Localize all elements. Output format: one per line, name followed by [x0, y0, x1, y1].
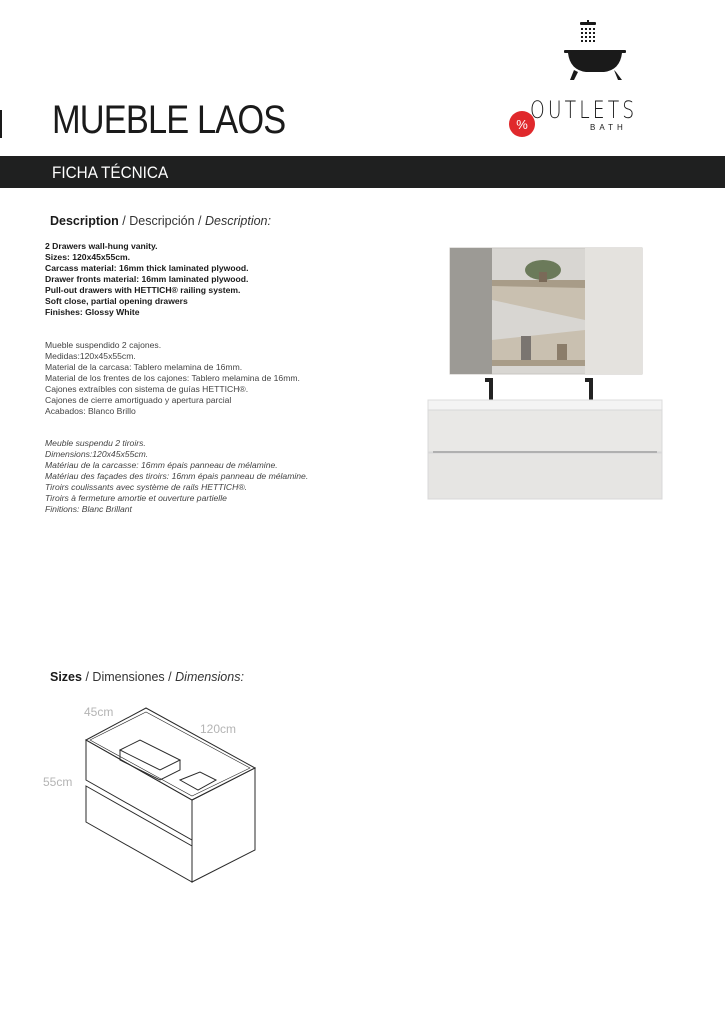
description-heading-bold: Description: [50, 214, 119, 228]
desc-line: Soft close, partial opening drawers: [45, 296, 188, 306]
logo-subtext: BATH: [590, 123, 627, 132]
desc-line: 2 Drawers wall-hung vanity.: [45, 241, 158, 251]
percent-badge-text: %: [516, 117, 528, 132]
desc-line: Dimensions:120x45x55cm.: [45, 449, 149, 459]
separator: /: [168, 670, 172, 684]
desc-line: Mueble suspendido 2 cajones.: [45, 340, 162, 350]
desc-line: Tiroirs coulissants avec système de rails HETTICH®.: [45, 482, 248, 492]
depth-label: 45cm: [84, 705, 114, 719]
desc-line: Material de la carcasa: Tablero melamina de 16mm.: [45, 362, 243, 372]
band-label: FICHA TÉCNICA: [52, 163, 169, 182]
desc-line: Matériau des façades des tiroirs: 16mm épais panneau de mélamine.: [45, 471, 309, 481]
description-heading-es: Descripción: [129, 214, 195, 228]
desc-line: Material de los frentes de los cajones: Tablero melamina de 16mm.: [45, 373, 300, 383]
desc-line: Drawer fronts material: 16mm laminated plywood.: [45, 274, 249, 284]
sizes-heading-bold: Sizes: [50, 670, 82, 684]
logo-wordmark: OUTLETS: [530, 96, 638, 124]
desc-line: Finishes: Glossy White: [45, 307, 140, 317]
desc-line: Cajones extraíbles con sistema de guías HETTICH®.: [45, 384, 249, 394]
dimension-drawing: [40, 700, 270, 890]
sizes-heading-fr: Dimensions:: [175, 670, 244, 684]
outlets-bath-logo: [508, 20, 668, 140]
sizes-heading-es: Dimensiones: [92, 670, 165, 684]
width-label: 120cm: [200, 722, 237, 736]
description-es: [45, 340, 375, 417]
desc-line: Acabados: Blanco Brillo: [45, 406, 136, 416]
separator: /: [198, 214, 202, 228]
description-heading-fr: Description:: [204, 214, 271, 228]
separator: /: [122, 214, 126, 228]
desc-line: Medidas:120x45x55cm.: [45, 351, 136, 361]
section-band: [0, 156, 725, 188]
page-title: MUEBLE LAOS: [52, 98, 286, 142]
desc-line: Sizes: 120x45x55cm.: [45, 252, 131, 262]
desc-line: Pull-out drawers with HETTICH® railing system.: [45, 285, 241, 295]
description-heading: [50, 214, 271, 228]
desc-line: Carcass material: 16mm thick laminated plywood.: [45, 263, 249, 273]
product-photo: [425, 240, 665, 502]
desc-line: Finitions: Blanc Brillant: [45, 504, 132, 514]
description-fr: [45, 438, 375, 515]
sizes-heading: [50, 670, 244, 684]
desc-line: Matériau de la carcasse: 16mm épais panneau de mélamine.: [45, 460, 278, 470]
desc-line: Meuble suspendu 2 tiroirs.: [45, 438, 146, 448]
desc-line: Tiroirs à fermeture amortie et ouverture partielle: [45, 493, 227, 503]
description-en: [45, 241, 375, 318]
desc-line: Cajones de cierre amortiguado y apertura parcial: [45, 395, 232, 405]
separator: /: [85, 670, 89, 684]
edge-mark: [0, 110, 2, 138]
height-label: 55cm: [43, 775, 73, 789]
